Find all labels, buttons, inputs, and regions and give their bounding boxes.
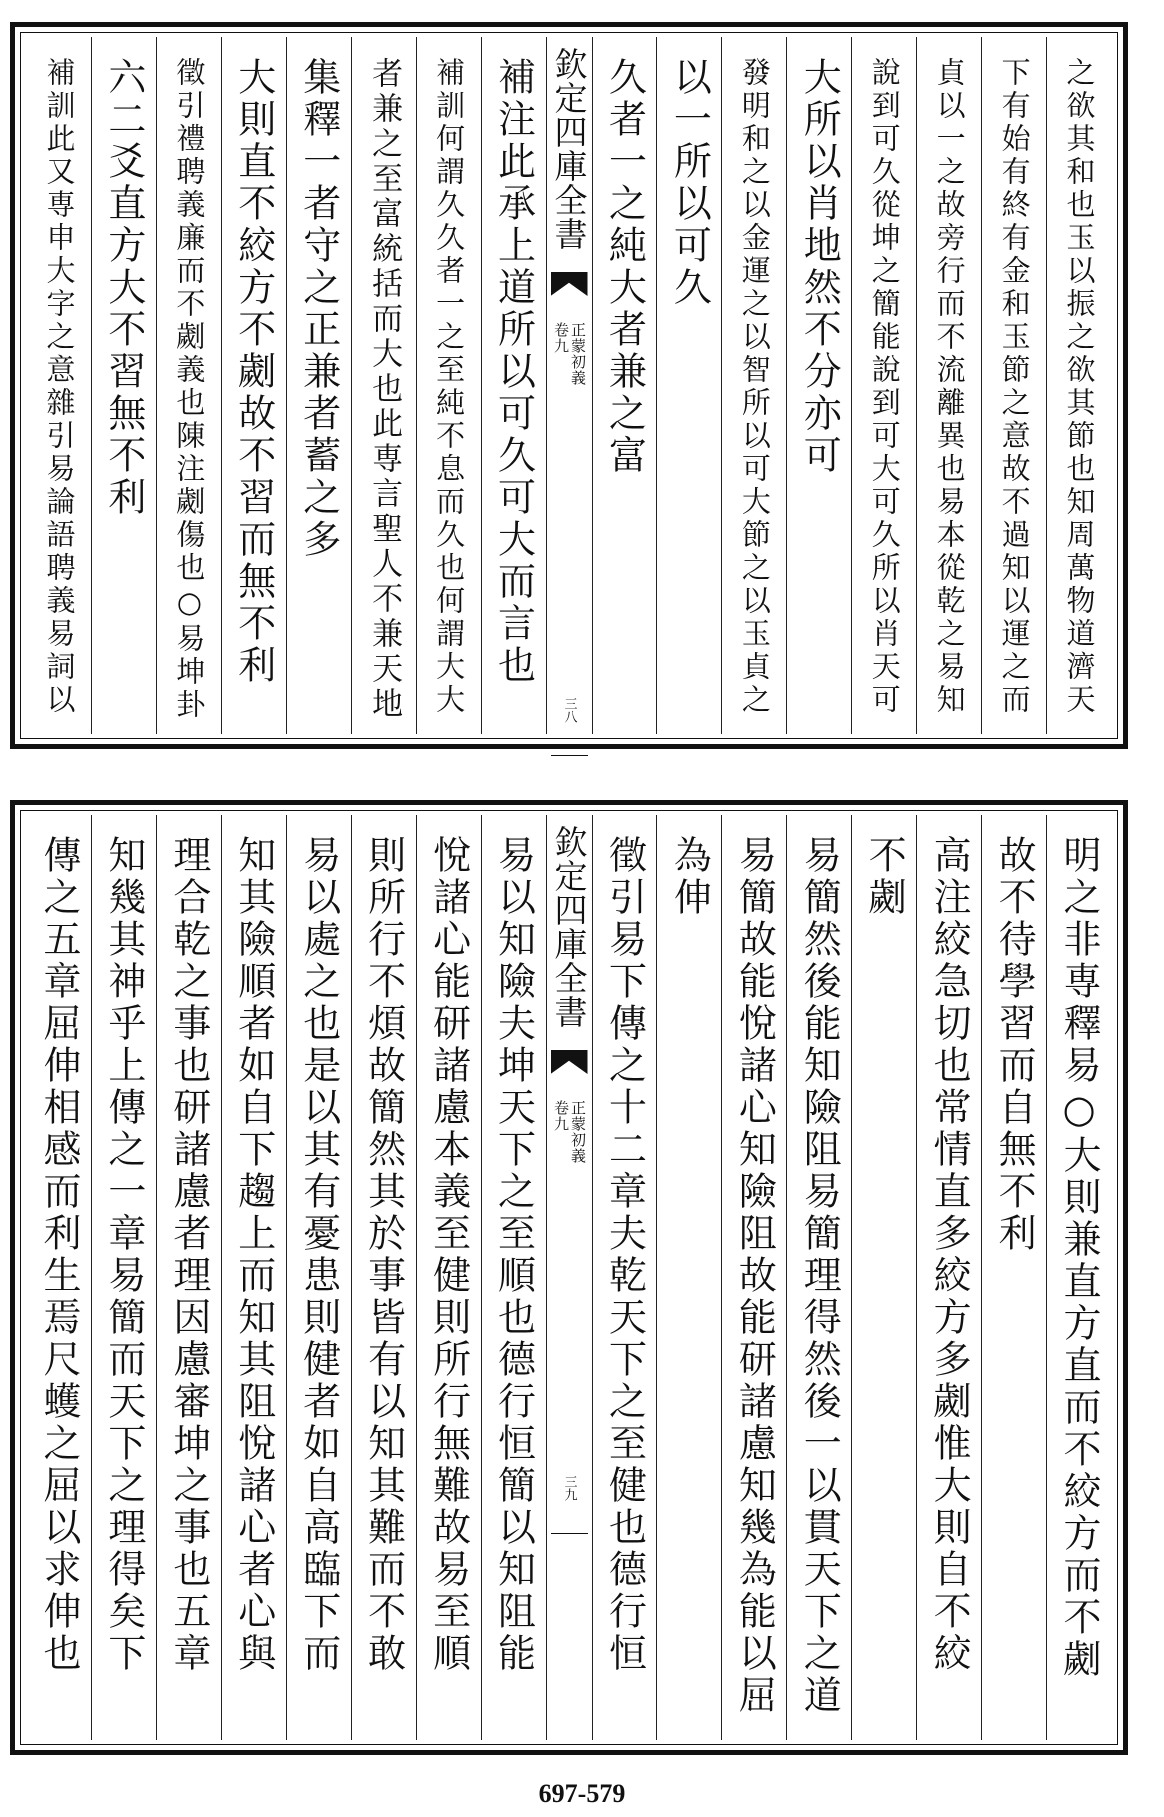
column-text: 徵引禮聘義廉而不劌義也陳注劌傷也○易坤卦 (172, 57, 207, 722)
page-number-footer: 697-579 (538, 1779, 626, 1808)
text-column (851, 37, 916, 734)
column-text: 補訓此又専申大字之意雜引易論語聘義易詞以 (42, 57, 77, 717)
text-column (416, 815, 481, 1740)
text-column (481, 815, 546, 1740)
text-column (592, 815, 657, 1740)
text-column (1046, 37, 1111, 734)
column-text: 故不待學習而自無不利 (992, 835, 1037, 1255)
column-text: 明之非専釋易○大則兼直方直而不絞方而不劌 (1057, 835, 1102, 1681)
text-column (351, 37, 416, 734)
column-text: 知幾其神乎上傳之一章易簡而天下之理得矣下 (101, 835, 146, 1675)
banner-divider (551, 755, 588, 756)
text-column (656, 37, 721, 734)
column-text: 者兼之至富統括而大也此専言聖人不兼天地 (366, 57, 403, 722)
text-column (351, 815, 416, 1740)
columns-top (27, 37, 1111, 734)
text-column (481, 37, 546, 734)
column-text: 傳之五章屈伸相感而利生焉尺蠖之屈以求伸也 (36, 835, 81, 1675)
banner-page-number: 三九 (561, 1475, 577, 1501)
book-title-banner (546, 815, 592, 1740)
column-text: 易以處之也是以其有憂患則健者如自高臨下而 (296, 835, 341, 1675)
banner-book-name: 正蒙初義 (569, 322, 587, 386)
fishtail-mark-icon (551, 272, 588, 296)
column-text: 貞以一之故旁行而不流離異也易本從乾之易知 (932, 57, 967, 717)
text-column (592, 37, 657, 734)
banner-volume: 卷九 (552, 1100, 570, 1132)
column-text: 六二爻直方大不習無不利 (101, 57, 146, 519)
column-text: 下有始有終有金和玉節之意故不過知以運之而 (997, 57, 1032, 717)
banner-title: 欽定四庫全書 (549, 47, 589, 251)
column-text: 易以知險夫坤天下之至順也德行恒簡以知阻能 (491, 835, 536, 1675)
column-text: 集釋一者守之正兼者蓄之多 (296, 57, 341, 561)
banner-volume: 卷九 (552, 322, 570, 354)
text-column (221, 815, 286, 1740)
column-text: 則所行不煩故簡然其於事皆有以知其難而不敢 (361, 835, 406, 1675)
text-column (851, 815, 916, 1740)
column-text: 悅諸心能研諸慮本義至健則所行無難故易至順 (426, 835, 471, 1675)
banner-page-number: 三八 (561, 697, 577, 723)
column-text: 高注絞急切也常情直多絞方多劌惟大則自不絞 (927, 835, 972, 1675)
column-text: 徵引易下傳之十二章夫乾天下之至健也德行恒 (602, 835, 647, 1675)
text-column (27, 37, 91, 734)
column-text: 發明和之以金運之以智所以可大節之以玉貞之 (737, 57, 772, 717)
banner-subtitle (550, 322, 589, 432)
text-column (286, 815, 351, 1740)
text-column (786, 37, 851, 734)
columns-bottom (27, 815, 1111, 1740)
banner-book-name: 正蒙初義 (569, 1100, 587, 1164)
column-text: 大則直不絞方不劌故不習而無不利 (231, 57, 276, 687)
banner-title: 欽定四庫全書 (549, 825, 589, 1029)
column-text: 之欲其和也玉以振之欲其節也知周萬物道濟天 (1062, 57, 1097, 717)
column-text: 久者一之純大者兼之富 (602, 57, 647, 477)
column-text: 不劌 (862, 835, 907, 919)
text-column (916, 815, 981, 1740)
text-column (91, 815, 156, 1740)
text-column (786, 815, 851, 1740)
column-text: 以一所以可久 (667, 57, 712, 309)
text-column (656, 815, 721, 1740)
text-column (156, 815, 221, 1740)
column-text: 知其險順者如自下趨上而知其阻悅諸心者心與 (231, 835, 276, 1675)
banner-divider (551, 1533, 588, 1534)
column-text: 說到可久從坤之簡能說到可大可久所以肖天可 (867, 57, 902, 717)
column-text: 理合乾之事也研諸慮者理因慮審坤之事也五章 (166, 835, 211, 1675)
column-text: 易簡故能悅諸心知險阻故能研諸慮知幾為能以屈 (732, 835, 777, 1717)
text-column (916, 37, 981, 734)
text-column (981, 815, 1046, 1740)
text-column (721, 815, 786, 1740)
text-column (721, 37, 786, 734)
text-column (27, 815, 91, 1740)
column-text: 補訓何謂久久者一之至純不息而久也何謂大大 (432, 57, 467, 717)
column-text: 補注此承上道所以可久可大而言也 (491, 57, 536, 687)
fishtail-mark-icon (551, 1050, 588, 1074)
text-column (91, 37, 156, 734)
text-column (981, 37, 1046, 734)
text-column (221, 37, 286, 734)
column-text: 易簡然後能知險阻易簡理得然後一以貫天下之道 (797, 835, 842, 1717)
text-column (156, 37, 221, 734)
book-title-banner (546, 37, 592, 734)
column-text: 大所以肖地然不分亦可 (797, 57, 842, 477)
text-column (416, 37, 481, 734)
page-bottom (10, 800, 1128, 1755)
column-text: 為伸 (667, 835, 712, 919)
text-column (286, 37, 351, 734)
text-column (1046, 815, 1111, 1740)
banner-subtitle (550, 1100, 589, 1210)
page-top (10, 22, 1128, 749)
